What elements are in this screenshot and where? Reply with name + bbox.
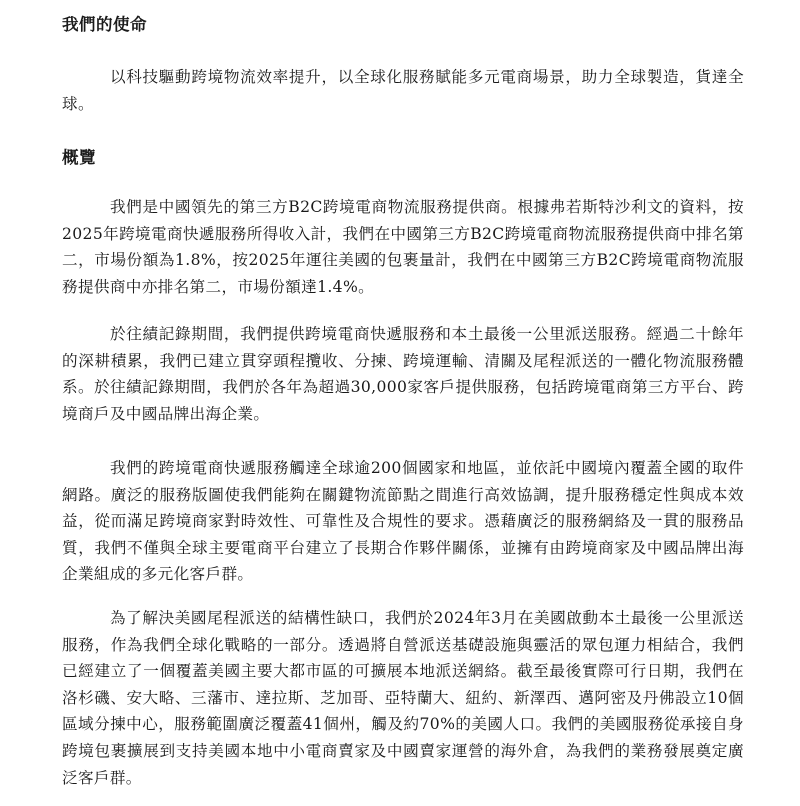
overview-paragraph-1: 我們是中國領先的第三方B2C跨境電商物流服務提供商。根據弗若斯特沙利文的資料，按2025年跨境電商快遞服務所得收入計，我們在中國第三方B2C跨境電商物流服務提供商中排名第二，市場份額為1.8%，按2025年運往美國的包裹量計，我們在中國第三方B2C跨境電商物流服務提供商中亦排名第二，市場份額達1.4%。 xyxy=(62,198,744,296)
mission-heading: 我們的使命 xyxy=(62,15,147,34)
mission-paragraph: 以科技驅動跨境物流效率提升，以全球化服務賦能多元電商場景，助力全球製造，貨達全球。 xyxy=(62,68,744,113)
overview-paragraph-2: 於往績記錄期間，我們提供跨境電商快遞服務和本土最後一公里派送服務。經過二十餘年的深耕積累，我們已建立貫穿頭程攬收、分揀、跨境運輸、清關及尾程派送的一體化物流服務體系。於往績記錄期間，我們於各年為超過30,000家客戶提供服務，包括跨境電商第三方平台、跨境商戶及中國品牌出海企業。 xyxy=(62,325,744,423)
overview-heading: 概覽 xyxy=(62,148,96,167)
overview-paragraph-3: 我們的跨境電商快遞服務觸達全球逾200個國家和地區，並依託中國境內覆蓋全國的取件網路。廣泛的服務版圖使我們能夠在關鍵物流節點之間進行高效協調，提升服務穩定性與成本效益，從而滿足跨境商家對時效性、可靠性及合規性的要求。憑藉廣泛的服務網絡及一貫的服務品質，我們不僅與全球主要電商平台建立了長期合作夥伴關係，並擁有由跨境商家及中國品牌出海企業組成的多元化客戶群。 xyxy=(62,459,744,584)
overview-paragraph-4: 為了解決美國尾程派送的結構性缺口，我們於2024年3月在美國啟動本土最後一公里派送服務，作為我們全球化戰略的一部分。透過將自營派送基礎設施與靈活的眾包運力相結合，我們已經建立了一個覆蓋美國主要大都市區的可擴展本地派送網絡。截至最後實際可行日期，我們在洛杉磯、安大略、三藩市、達拉斯、芝加哥、亞特蘭大、紐約、新澤西、邁阿密及丹佛設立10個區域分揀中心，服務範圍廣泛覆蓋41個州，觸及約70%的美國人口。我們的美國服務從承接自身跨境包裹擴展到支持美國本地中小電商賣家及中國賣家運營的海外倉，為我們的業務發展奠定廣泛客戶群。 xyxy=(62,609,744,787)
